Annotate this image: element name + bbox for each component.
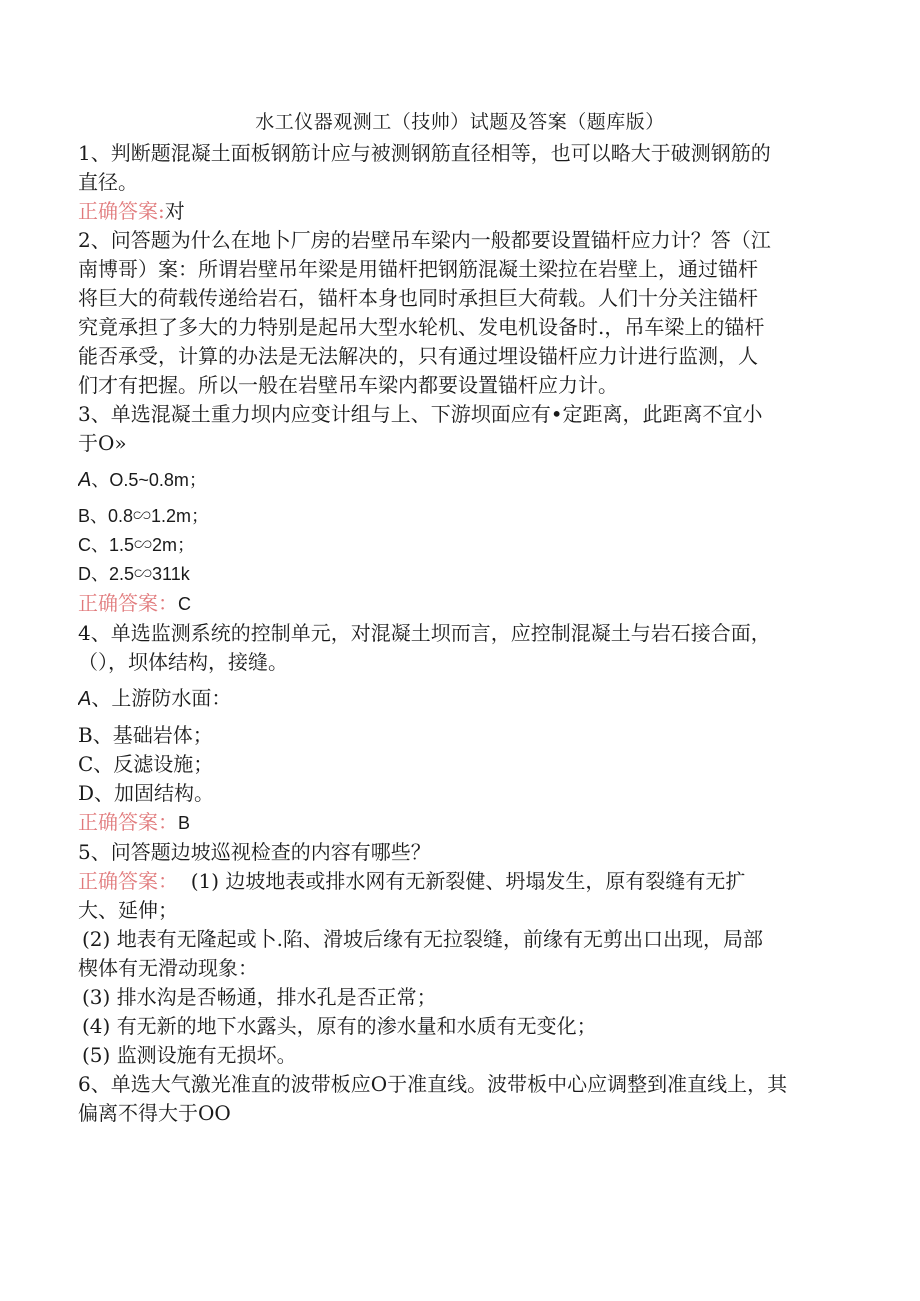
option-c: C、反滤设施； (78, 752, 214, 776)
question-text-line: 4、单选监测系统的控制单元，对混凝土坝而言，应控制混凝土与岩石接合面， (78, 621, 771, 645)
option-text: 、O.5~0.8m； (91, 470, 207, 490)
option-b: B、基础岩体； (78, 723, 213, 747)
answer-line (78, 808, 848, 838)
question-text-line: 们才有把握。所以一般在岩壁吊车梁内都要设置锚杆应力计。 (78, 373, 618, 397)
question-text-line: 将巨大的荷载传递给岩石，锚杆本身也同时承担巨大荷载。人们十分关注锚杆 (78, 286, 758, 310)
answer-label: 正确答案： (78, 869, 178, 893)
answer-item: (2) 地表有无隆起或卜.陷、滑坡后缘有无拉裂缝，前缘有无剪出口出现，局部 (82, 927, 764, 951)
option-letter: A (78, 688, 92, 710)
question-text-line: （），坝体结构，接缝。 (78, 650, 288, 674)
answer-text-line: 大、延伸； (78, 898, 178, 922)
document-body (78, 139, 848, 1128)
answer-item: (5) 监测设施有无损坏。 (82, 1043, 297, 1067)
document-title: 水工仪器观测工（技帅）试题及答案（题库版） (255, 111, 665, 133)
answer-value: B (178, 813, 191, 833)
question-1 (78, 139, 848, 226)
option-b: B、0.8∽1.2m； (78, 506, 210, 526)
answer-item: (4) 有无新的地下水露头，原有的渗水量和水质有无变化； (82, 1014, 597, 1038)
answer-line (78, 197, 848, 226)
option-text: 、上游防水面： (91, 686, 232, 710)
option-d: D、加固结构。 (78, 781, 215, 805)
option-letter: A (78, 469, 92, 491)
question-text-line: 2、问答题为什么在地卜厂房的岩壁吊车梁内一般都要设置锚杆应力计？答（江 (78, 228, 771, 252)
question-text-line: 6、单选大气激光准直的波带板应O于准直线。波带板中心应调整到准直线上，其 (78, 1072, 788, 1096)
question-3 (78, 400, 848, 619)
question-text-line: 偏离不得大于OO (78, 1101, 231, 1125)
question-text-line: 南博哥）案：所谓岩壁吊年梁是用锚杆把钢筋混凝土梁拉在岩壁上，通过锚杆 (78, 257, 758, 281)
question-text-line: 能否承受，计算的办法是无法解决的，只有通过埋设锚杆应力计进行监测，人 (78, 344, 758, 368)
answer-item: (3) 排水沟是否畅通，排水孔是否正常； (82, 985, 437, 1009)
answer-value: C (178, 594, 191, 614)
answer-text-line: 楔体有无滑动现象： (78, 956, 258, 980)
answer-line (78, 867, 848, 896)
answer-line (78, 589, 848, 619)
question-5 (78, 838, 848, 1070)
question-6 (78, 1070, 848, 1128)
answer-label: 正确答案: (78, 199, 165, 223)
question-text-line: 5、问答题边坡巡视检查的内容有哪些？ (78, 840, 431, 864)
question-text-line: 3、单选混凝土重力坝内应变计组与上、下游坝面应有•定距离，此距离不宜小 (78, 402, 763, 426)
option-a (78, 465, 848, 495)
question-text-line: 究竟承担了多大的力特别是起吊大型水轮机、发电机设备时.，吊车梁上的锚杆 (78, 315, 765, 339)
answer-value: 对 (164, 199, 185, 223)
answer-value: (1) 边坡地表或排水网有无新裂健、坍塌发生，原有裂缝有无扩 (190, 869, 746, 893)
question-4 (78, 619, 848, 838)
answer-label: 正确答案： (78, 810, 178, 834)
question-text-line: 于O» (78, 431, 127, 455)
question-text-line: 直径。 (78, 170, 138, 194)
answer-label: 正确答案： (78, 591, 178, 615)
question-2 (78, 226, 848, 400)
option-d: D、2.5∽311k (78, 564, 190, 584)
option-a (78, 684, 848, 714)
option-c: C、1.5∽2m； (78, 535, 196, 555)
question-text-line: 1、判断题混凝土面板钢筋计应与被测钢筋直径相等，也可以略大于破测钢筋的 (78, 141, 771, 165)
